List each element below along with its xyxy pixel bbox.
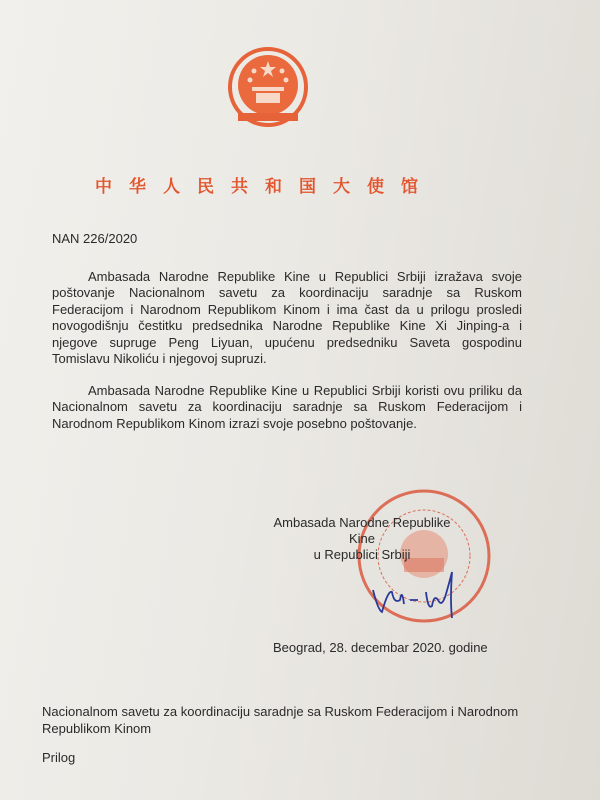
- recipient-line: Nacionalnom savetu za koordinaciju saradnje sa Ruskom Federacijom i Narodnom Republikom Kinom: [42, 704, 519, 736]
- signature-line-2: u Republici Srbiji: [313, 547, 411, 562]
- signature-block: [272, 515, 452, 563]
- attachment-label: Prilog: [42, 750, 76, 765]
- embassy-header: 中华人民共和国大使馆: [95, 177, 435, 197]
- signature-line-1: Ambasada Narodne Republike Kine: [273, 515, 451, 546]
- reference-number: NAN 226/2020: [52, 231, 138, 246]
- national-emblem-icon: [228, 47, 308, 129]
- handwritten-signature: [368, 570, 468, 620]
- date-line: Beograd, 28. decembar 2020. godine: [273, 640, 488, 655]
- body-paragraph: Ambasada Narodne Republike Kine u Republici Srbiji izražava svoje poštovanje Nacionalnom savetu za koordinaciju saradnje sa Ruskom Federacijom i Narodnom Republikom Kinom i ima čast da u prilogu prosledi novogodišnju čestitku predsednika Narodne Republike Kine Xi Jinping-a i njegove supruge Peng Liyuan, upućenu predsedniku Saveta gospodinu Tomislavu Nikoliću i njegovoj supruzi.: [52, 269, 522, 367]
- body-paragraph: Ambasada Narodne Republike Kine u Republici Srbiji koristi ovu priliku da Nacionalnom savetu za koordinaciju saradnje sa Ruskom Federacijom i Narodnom Republikom Kinom izrazi svoje posebno poštovanje.: [52, 383, 522, 431]
